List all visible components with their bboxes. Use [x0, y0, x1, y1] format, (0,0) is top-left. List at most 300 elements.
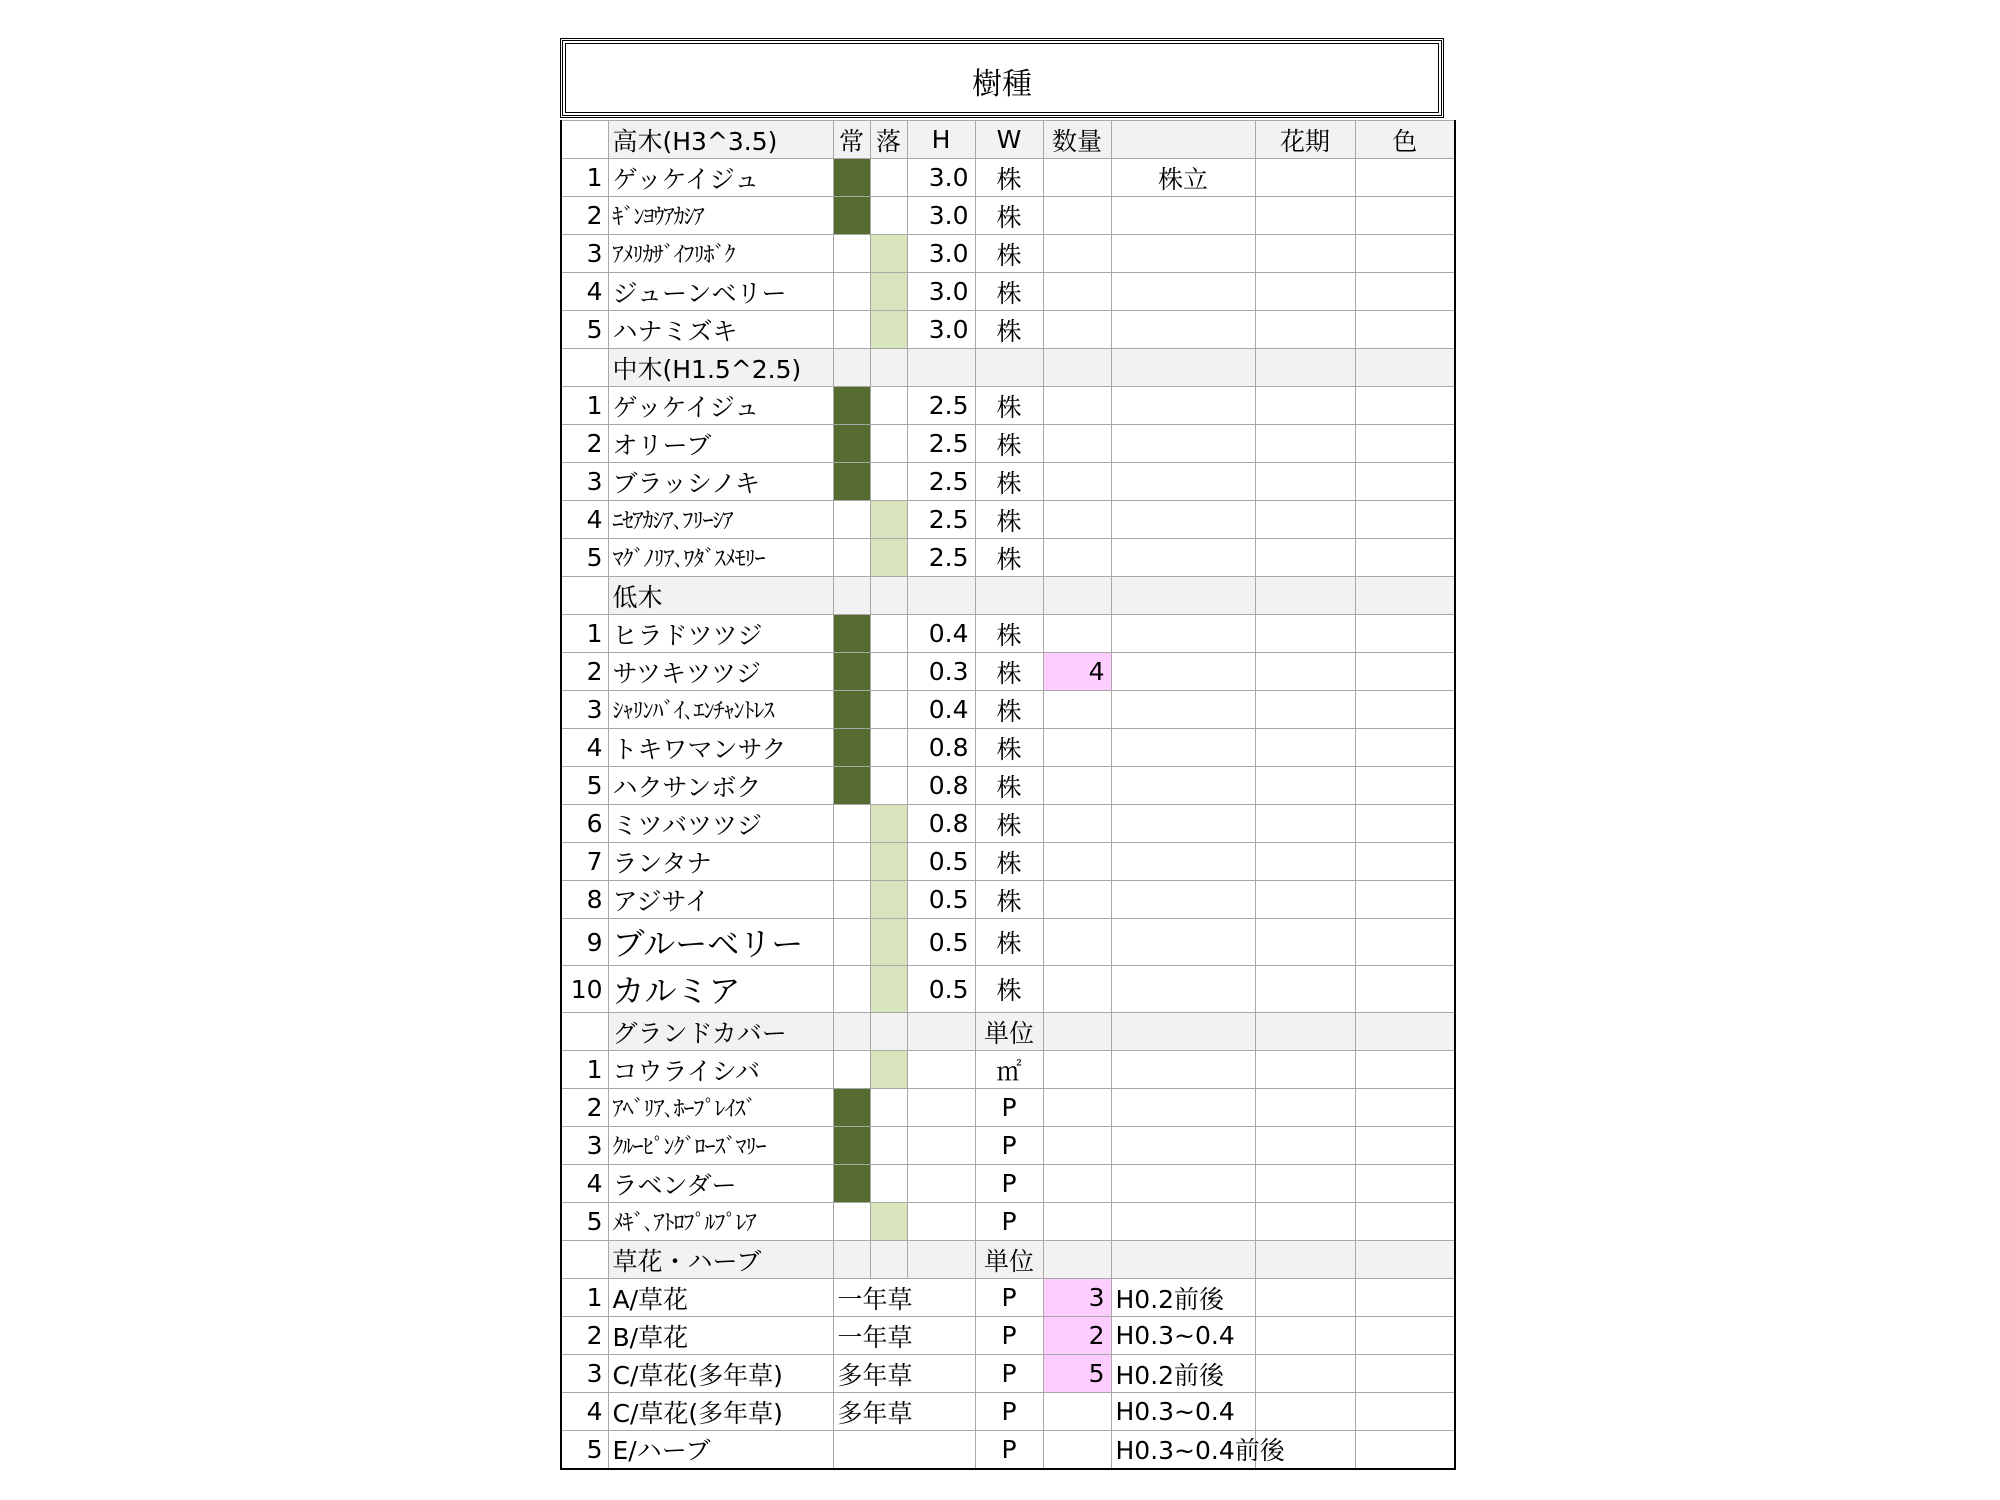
width-unit-cell[interactable]: P [975, 1279, 1043, 1317]
header-deciduous[interactable] [870, 577, 907, 615]
evergreen-cell[interactable] [833, 501, 870, 539]
deciduous-cell[interactable] [870, 919, 907, 966]
evergreen-cell[interactable] [833, 881, 870, 919]
row-number-cell[interactable]: 10 [561, 966, 608, 1013]
header-color[interactable] [1355, 349, 1455, 387]
plant-kind-cell[interactable]: 一年草 [833, 1279, 975, 1317]
flower-period-cell[interactable] [1255, 235, 1355, 273]
note-cell[interactable] [1111, 843, 1255, 881]
row-number-cell[interactable]: 1 [561, 159, 608, 197]
row-number-cell[interactable]: 1 [561, 1279, 608, 1317]
header-flower[interactable] [1255, 1013, 1355, 1051]
note-cell[interactable]: H0.2前後 [1111, 1279, 1255, 1317]
header-note[interactable] [1111, 349, 1255, 387]
deciduous-cell[interactable] [870, 387, 907, 425]
note-cell[interactable] [1111, 881, 1255, 919]
color-cell[interactable] [1355, 1203, 1455, 1241]
quantity-cell[interactable] [1043, 539, 1111, 577]
quantity-cell[interactable]: 3 [1043, 1279, 1111, 1317]
quantity-cell[interactable]: 2 [1043, 1317, 1111, 1355]
width-unit-cell[interactable]: 株 [975, 501, 1043, 539]
width-unit-cell[interactable]: ㎡ [975, 1051, 1043, 1089]
deciduous-cell[interactable] [870, 653, 907, 691]
note-cell[interactable] [1111, 463, 1255, 501]
note-cell[interactable] [1111, 1089, 1255, 1127]
width-unit-cell[interactable]: 株 [975, 653, 1043, 691]
width-unit-cell[interactable]: 株 [975, 691, 1043, 729]
note-cell[interactable] [1111, 311, 1255, 349]
row-number-cell[interactable]: 5 [561, 1203, 608, 1241]
evergreen-cell[interactable] [833, 1089, 870, 1127]
color-cell[interactable] [1355, 729, 1455, 767]
section-label[interactable]: 草花・ハーブ [608, 1241, 833, 1279]
flower-period-cell[interactable] [1255, 159, 1355, 197]
color-cell[interactable] [1355, 1317, 1455, 1355]
row-number-cell[interactable] [561, 1241, 608, 1279]
deciduous-cell[interactable] [870, 311, 907, 349]
plant-name-cell[interactable]: B/草花 [608, 1317, 833, 1355]
quantity-cell[interactable] [1043, 1165, 1111, 1203]
color-cell[interactable] [1355, 1393, 1455, 1431]
height-cell[interactable]: 0.3 [907, 653, 975, 691]
evergreen-cell[interactable] [833, 843, 870, 881]
header-h[interactable]: H [907, 121, 975, 159]
note-cell[interactable] [1111, 729, 1255, 767]
height-cell[interactable]: 2.5 [907, 387, 975, 425]
width-unit-cell[interactable]: P [975, 1355, 1043, 1393]
width-unit-cell[interactable]: P [975, 1431, 1043, 1469]
color-cell[interactable] [1355, 539, 1455, 577]
header-color[interactable]: 色 [1355, 121, 1455, 159]
note-cell[interactable] [1111, 767, 1255, 805]
color-cell[interactable] [1355, 966, 1455, 1013]
section-label[interactable]: グランドカバー [608, 1013, 833, 1051]
width-unit-cell[interactable]: 株 [975, 463, 1043, 501]
row-number-cell[interactable]: 3 [561, 235, 608, 273]
plant-name-cell[interactable]: ｱﾒﾘｶｻﾞｲﾌﾘﾎﾞｸ [608, 235, 833, 273]
header-deciduous[interactable]: 落 [870, 121, 907, 159]
header-qty[interactable] [1043, 1241, 1111, 1279]
height-cell[interactable] [907, 1089, 975, 1127]
header-h[interactable] [907, 577, 975, 615]
color-cell[interactable] [1355, 197, 1455, 235]
width-unit-cell[interactable]: 株 [975, 767, 1043, 805]
evergreen-cell[interactable] [833, 691, 870, 729]
quantity-cell[interactable]: 4 [1043, 653, 1111, 691]
deciduous-cell[interactable] [870, 966, 907, 1013]
height-cell[interactable]: 0.4 [907, 615, 975, 653]
header-note[interactable] [1111, 121, 1255, 159]
height-cell[interactable]: 0.5 [907, 966, 975, 1013]
note-cell[interactable]: H0.2前後 [1111, 1355, 1255, 1393]
evergreen-cell[interactable] [833, 767, 870, 805]
quantity-cell[interactable] [1043, 425, 1111, 463]
quantity-cell[interactable] [1043, 463, 1111, 501]
height-cell[interactable] [907, 1165, 975, 1203]
deciduous-cell[interactable] [870, 767, 907, 805]
header-h[interactable] [907, 1013, 975, 1051]
plant-name-cell[interactable]: ｸﾙｰﾋﾟﾝｸﾞﾛｰｽﾞﾏﾘｰ [608, 1127, 833, 1165]
quantity-cell[interactable] [1043, 729, 1111, 767]
color-cell[interactable] [1355, 1431, 1455, 1469]
header-deciduous[interactable] [870, 349, 907, 387]
row-number-cell[interactable] [561, 349, 608, 387]
header-qty[interactable] [1043, 577, 1111, 615]
height-cell[interactable]: 2.5 [907, 463, 975, 501]
header-qty[interactable] [1043, 1013, 1111, 1051]
plant-name-cell[interactable]: E/ハーブ [608, 1431, 833, 1469]
plant-name-cell[interactable]: ミツバツツジ [608, 805, 833, 843]
row-number-cell[interactable]: 8 [561, 881, 608, 919]
plant-name-cell[interactable]: コウライシバ [608, 1051, 833, 1089]
deciduous-cell[interactable] [870, 159, 907, 197]
row-number-cell[interactable]: 4 [561, 501, 608, 539]
deciduous-cell[interactable] [870, 691, 907, 729]
flower-period-cell[interactable] [1255, 1355, 1355, 1393]
width-unit-cell[interactable]: P [975, 1203, 1043, 1241]
width-unit-cell[interactable]: P [975, 1089, 1043, 1127]
quantity-cell[interactable] [1043, 1203, 1111, 1241]
deciduous-cell[interactable] [870, 805, 907, 843]
deciduous-cell[interactable] [870, 1051, 907, 1089]
plant-name-cell[interactable]: ｱﾍﾞﾘｱ､ﾎｰﾌﾟﾚｲｽﾞ [608, 1089, 833, 1127]
row-number-cell[interactable]: 4 [561, 1165, 608, 1203]
plant-name-cell[interactable]: オリーブ [608, 425, 833, 463]
width-unit-cell[interactable]: 株 [975, 729, 1043, 767]
header-unit[interactable] [975, 349, 1043, 387]
header-evergreen[interactable] [833, 1013, 870, 1051]
height-cell[interactable]: 3.0 [907, 273, 975, 311]
color-cell[interactable] [1355, 235, 1455, 273]
height-cell[interactable]: 0.8 [907, 805, 975, 843]
height-cell[interactable] [907, 1127, 975, 1165]
plant-kind-cell[interactable]: 多年草 [833, 1393, 975, 1431]
note-cell[interactable] [1111, 653, 1255, 691]
evergreen-cell[interactable] [833, 729, 870, 767]
quantity-cell[interactable] [1043, 1127, 1111, 1165]
quantity-cell[interactable] [1043, 235, 1111, 273]
plant-name-cell[interactable]: ラベンダー [608, 1165, 833, 1203]
color-cell[interactable] [1355, 387, 1455, 425]
evergreen-cell[interactable] [833, 235, 870, 273]
evergreen-cell[interactable] [833, 615, 870, 653]
quantity-cell[interactable] [1043, 881, 1111, 919]
row-number-cell[interactable]: 4 [561, 273, 608, 311]
height-cell[interactable]: 3.0 [907, 197, 975, 235]
flower-period-cell[interactable] [1255, 539, 1355, 577]
quantity-cell[interactable] [1043, 843, 1111, 881]
height-cell[interactable] [907, 1051, 975, 1089]
evergreen-cell[interactable] [833, 387, 870, 425]
evergreen-cell[interactable] [833, 539, 870, 577]
quantity-cell[interactable] [1043, 387, 1111, 425]
flower-period-cell[interactable] [1255, 387, 1355, 425]
quantity-cell[interactable] [1043, 311, 1111, 349]
quantity-cell[interactable] [1043, 805, 1111, 843]
color-cell[interactable] [1355, 1355, 1455, 1393]
note-cell[interactable] [1111, 387, 1255, 425]
plant-name-cell[interactable]: C/草花(多年草) [608, 1355, 833, 1393]
height-cell[interactable]: 0.8 [907, 729, 975, 767]
row-number-cell[interactable]: 4 [561, 729, 608, 767]
height-cell[interactable]: 2.5 [907, 501, 975, 539]
header-note[interactable] [1111, 1013, 1255, 1051]
width-unit-cell[interactable]: P [975, 1317, 1043, 1355]
height-cell[interactable]: 0.8 [907, 767, 975, 805]
color-cell[interactable] [1355, 1051, 1455, 1089]
flower-period-cell[interactable] [1255, 1393, 1355, 1431]
deciduous-cell[interactable] [870, 501, 907, 539]
note-cell[interactable] [1111, 1165, 1255, 1203]
header-deciduous[interactable] [870, 1241, 907, 1279]
header-color[interactable] [1355, 577, 1455, 615]
header-w[interactable]: W [975, 121, 1043, 159]
flower-period-cell[interactable] [1255, 501, 1355, 539]
height-cell[interactable]: 2.5 [907, 539, 975, 577]
color-cell[interactable] [1355, 767, 1455, 805]
flower-period-cell[interactable] [1255, 1317, 1355, 1355]
color-cell[interactable] [1355, 919, 1455, 966]
height-cell[interactable]: 0.5 [907, 843, 975, 881]
color-cell[interactable] [1355, 425, 1455, 463]
row-number-cell[interactable]: 7 [561, 843, 608, 881]
deciduous-cell[interactable] [870, 425, 907, 463]
note-cell[interactable] [1111, 615, 1255, 653]
row-number-cell[interactable]: 3 [561, 463, 608, 501]
note-cell[interactable]: H0.3~0.4 [1111, 1393, 1255, 1431]
header-qty[interactable] [1043, 349, 1111, 387]
note-cell[interactable] [1111, 197, 1255, 235]
note-cell[interactable] [1111, 1051, 1255, 1089]
row-number-cell[interactable]: 3 [561, 1127, 608, 1165]
header-evergreen[interactable] [833, 349, 870, 387]
row-number-cell[interactable] [561, 577, 608, 615]
height-cell[interactable]: 2.5 [907, 425, 975, 463]
row-number-cell[interactable]: 3 [561, 691, 608, 729]
plant-kind-cell[interactable]: 多年草 [833, 1355, 975, 1393]
evergreen-cell[interactable] [833, 653, 870, 691]
note-cell[interactable] [1111, 1127, 1255, 1165]
flower-period-cell[interactable] [1255, 1165, 1355, 1203]
header-flower[interactable] [1255, 349, 1355, 387]
evergreen-cell[interactable] [833, 273, 870, 311]
color-cell[interactable] [1355, 805, 1455, 843]
row-number-cell[interactable]: 2 [561, 425, 608, 463]
header-qty[interactable]: 数量 [1043, 121, 1111, 159]
header-note[interactable] [1111, 577, 1255, 615]
plant-name-cell[interactable]: サツキツツジ [608, 653, 833, 691]
flower-period-cell[interactable] [1255, 1279, 1355, 1317]
width-unit-cell[interactable]: 株 [975, 235, 1043, 273]
evergreen-cell[interactable] [833, 919, 870, 966]
color-cell[interactable] [1355, 1089, 1455, 1127]
color-cell[interactable] [1355, 273, 1455, 311]
color-cell[interactable] [1355, 1279, 1455, 1317]
flower-period-cell[interactable] [1255, 425, 1355, 463]
note-cell[interactable] [1111, 919, 1255, 966]
width-unit-cell[interactable]: P [975, 1127, 1043, 1165]
header-unit[interactable]: 単位 [975, 1013, 1043, 1051]
flower-period-cell[interactable] [1255, 919, 1355, 966]
quantity-cell[interactable] [1043, 273, 1111, 311]
color-cell[interactable] [1355, 881, 1455, 919]
deciduous-cell[interactable] [870, 273, 907, 311]
height-cell[interactable]: 3.0 [907, 235, 975, 273]
plant-name-cell[interactable]: ｼｬﾘﾝﾊﾞｲ､ｴﾝﾁｬﾝﾄﾚｽ [608, 691, 833, 729]
flower-period-cell[interactable] [1255, 1127, 1355, 1165]
deciduous-cell[interactable] [870, 881, 907, 919]
header-flower[interactable] [1255, 1241, 1355, 1279]
color-cell[interactable] [1355, 501, 1455, 539]
plant-name-cell[interactable]: トキワマンサク [608, 729, 833, 767]
row-number-cell[interactable]: 9 [561, 919, 608, 966]
quantity-cell[interactable] [1043, 919, 1111, 966]
width-unit-cell[interactable]: 株 [975, 311, 1043, 349]
plant-kind-cell[interactable]: 一年草 [833, 1317, 975, 1355]
color-cell[interactable] [1355, 159, 1455, 197]
color-cell[interactable] [1355, 691, 1455, 729]
note-cell[interactable] [1111, 805, 1255, 843]
plant-name-cell[interactable]: C/草花(多年草) [608, 1393, 833, 1431]
flower-period-cell[interactable] [1255, 311, 1355, 349]
deciduous-cell[interactable] [870, 1089, 907, 1127]
note-cell[interactable]: 株立 [1111, 159, 1255, 197]
quantity-cell[interactable] [1043, 1393, 1111, 1431]
color-cell[interactable] [1355, 1127, 1455, 1165]
plant-kind-cell[interactable] [833, 1431, 975, 1469]
note-cell[interactable] [1111, 425, 1255, 463]
flower-period-cell[interactable] [1255, 805, 1355, 843]
header-evergreen[interactable] [833, 1241, 870, 1279]
flower-period-cell[interactable] [1255, 1051, 1355, 1089]
row-number-cell[interactable]: 2 [561, 1089, 608, 1127]
plant-name-cell[interactable]: ブルーベリー [608, 919, 833, 966]
note-cell[interactable] [1111, 273, 1255, 311]
evergreen-cell[interactable] [833, 1127, 870, 1165]
flower-period-cell[interactable] [1255, 691, 1355, 729]
quantity-cell[interactable] [1043, 966, 1111, 1013]
flower-period-cell[interactable] [1255, 1203, 1355, 1241]
quantity-cell[interactable] [1043, 1051, 1111, 1089]
width-unit-cell[interactable]: 株 [975, 805, 1043, 843]
color-cell[interactable] [1355, 1165, 1455, 1203]
header-flower[interactable]: 花期 [1255, 121, 1355, 159]
row-number-cell[interactable]: 6 [561, 805, 608, 843]
row-number-cell[interactable]: 5 [561, 311, 608, 349]
row-number-cell[interactable]: 1 [561, 387, 608, 425]
flower-period-cell[interactable] [1255, 966, 1355, 1013]
evergreen-cell[interactable] [833, 1051, 870, 1089]
plant-name-cell[interactable]: アジサイ [608, 881, 833, 919]
plant-name-cell[interactable]: ブラッシノキ [608, 463, 833, 501]
note-cell[interactable] [1111, 1203, 1255, 1241]
section-label[interactable]: 高木(H3^3.5) [608, 121, 833, 159]
header-h[interactable] [907, 349, 975, 387]
color-cell[interactable] [1355, 843, 1455, 881]
width-unit-cell[interactable]: P [975, 1393, 1043, 1431]
plant-name-cell[interactable]: ゲッケイジュ [608, 387, 833, 425]
height-cell[interactable]: 3.0 [907, 159, 975, 197]
width-unit-cell[interactable]: 株 [975, 881, 1043, 919]
deciduous-cell[interactable] [870, 1165, 907, 1203]
plant-name-cell[interactable]: ジューンベリー [608, 273, 833, 311]
note-cell[interactable] [1111, 691, 1255, 729]
evergreen-cell[interactable] [833, 1165, 870, 1203]
header-note[interactable] [1111, 1241, 1255, 1279]
note-cell[interactable] [1111, 539, 1255, 577]
quantity-cell[interactable] [1043, 1431, 1111, 1469]
width-unit-cell[interactable]: P [975, 1165, 1043, 1203]
evergreen-cell[interactable] [833, 159, 870, 197]
quantity-cell[interactable] [1043, 197, 1111, 235]
row-number-cell[interactable]: 1 [561, 615, 608, 653]
header-h[interactable] [907, 1241, 975, 1279]
color-cell[interactable] [1355, 311, 1455, 349]
plant-name-cell[interactable]: ランタナ [608, 843, 833, 881]
quantity-cell[interactable] [1043, 767, 1111, 805]
plant-name-cell[interactable]: ヒラドツツジ [608, 615, 833, 653]
quantity-cell[interactable] [1043, 1089, 1111, 1127]
height-cell[interactable]: 0.5 [907, 881, 975, 919]
row-number-cell[interactable]: 3 [561, 1355, 608, 1393]
row-number-cell[interactable]: 1 [561, 1051, 608, 1089]
flower-period-cell[interactable] [1255, 729, 1355, 767]
height-cell[interactable]: 3.0 [907, 311, 975, 349]
plant-name-cell[interactable]: ｷﾞﾝﾖｳｱｶｼｱ [608, 197, 833, 235]
plant-name-cell[interactable]: ﾒｷﾞ､ｱﾄﾛﾌﾟﾙﾌﾟﾚｱ [608, 1203, 833, 1241]
flower-period-cell[interactable] [1255, 843, 1355, 881]
plant-name-cell[interactable]: ﾆｾｱｶｼｱ､ﾌﾘｰｼｱ [608, 501, 833, 539]
evergreen-cell[interactable] [833, 966, 870, 1013]
width-unit-cell[interactable]: 株 [975, 615, 1043, 653]
note-cell[interactable] [1111, 501, 1255, 539]
flower-period-cell[interactable] [1255, 1089, 1355, 1127]
flower-period-cell[interactable] [1255, 463, 1355, 501]
height-cell[interactable]: 0.4 [907, 691, 975, 729]
section-label[interactable]: 低木 [608, 577, 833, 615]
row-number-cell[interactable]: 2 [561, 1317, 608, 1355]
deciduous-cell[interactable] [870, 729, 907, 767]
deciduous-cell[interactable] [870, 539, 907, 577]
note-cell[interactable]: H0.3~0.4 [1111, 1317, 1255, 1355]
row-number-cell[interactable]: 4 [561, 1393, 608, 1431]
row-number-cell[interactable]: 2 [561, 197, 608, 235]
deciduous-cell[interactable] [870, 1203, 907, 1241]
evergreen-cell[interactable] [833, 197, 870, 235]
quantity-cell[interactable] [1043, 691, 1111, 729]
plant-name-cell[interactable]: ﾏｸﾞﾉﾘｱ､ﾜﾀﾞｽﾒﾓﾘｰ [608, 539, 833, 577]
plant-name-cell[interactable]: ハナミズキ [608, 311, 833, 349]
width-unit-cell[interactable]: 株 [975, 425, 1043, 463]
evergreen-cell[interactable] [833, 1203, 870, 1241]
width-unit-cell[interactable]: 株 [975, 966, 1043, 1013]
row-number-cell[interactable]: 5 [561, 767, 608, 805]
evergreen-cell[interactable] [833, 311, 870, 349]
evergreen-cell[interactable] [833, 805, 870, 843]
header-evergreen[interactable]: 常 [833, 121, 870, 159]
deciduous-cell[interactable] [870, 1127, 907, 1165]
evergreen-cell[interactable] [833, 463, 870, 501]
header-evergreen[interactable] [833, 577, 870, 615]
evergreen-cell[interactable] [833, 425, 870, 463]
header-unit[interactable] [975, 577, 1043, 615]
plant-name-cell[interactable]: ハクサンボク [608, 767, 833, 805]
width-unit-cell[interactable]: 株 [975, 539, 1043, 577]
width-unit-cell[interactable]: 株 [975, 387, 1043, 425]
flower-period-cell[interactable] [1255, 653, 1355, 691]
width-unit-cell[interactable]: 株 [975, 273, 1043, 311]
deciduous-cell[interactable] [870, 615, 907, 653]
